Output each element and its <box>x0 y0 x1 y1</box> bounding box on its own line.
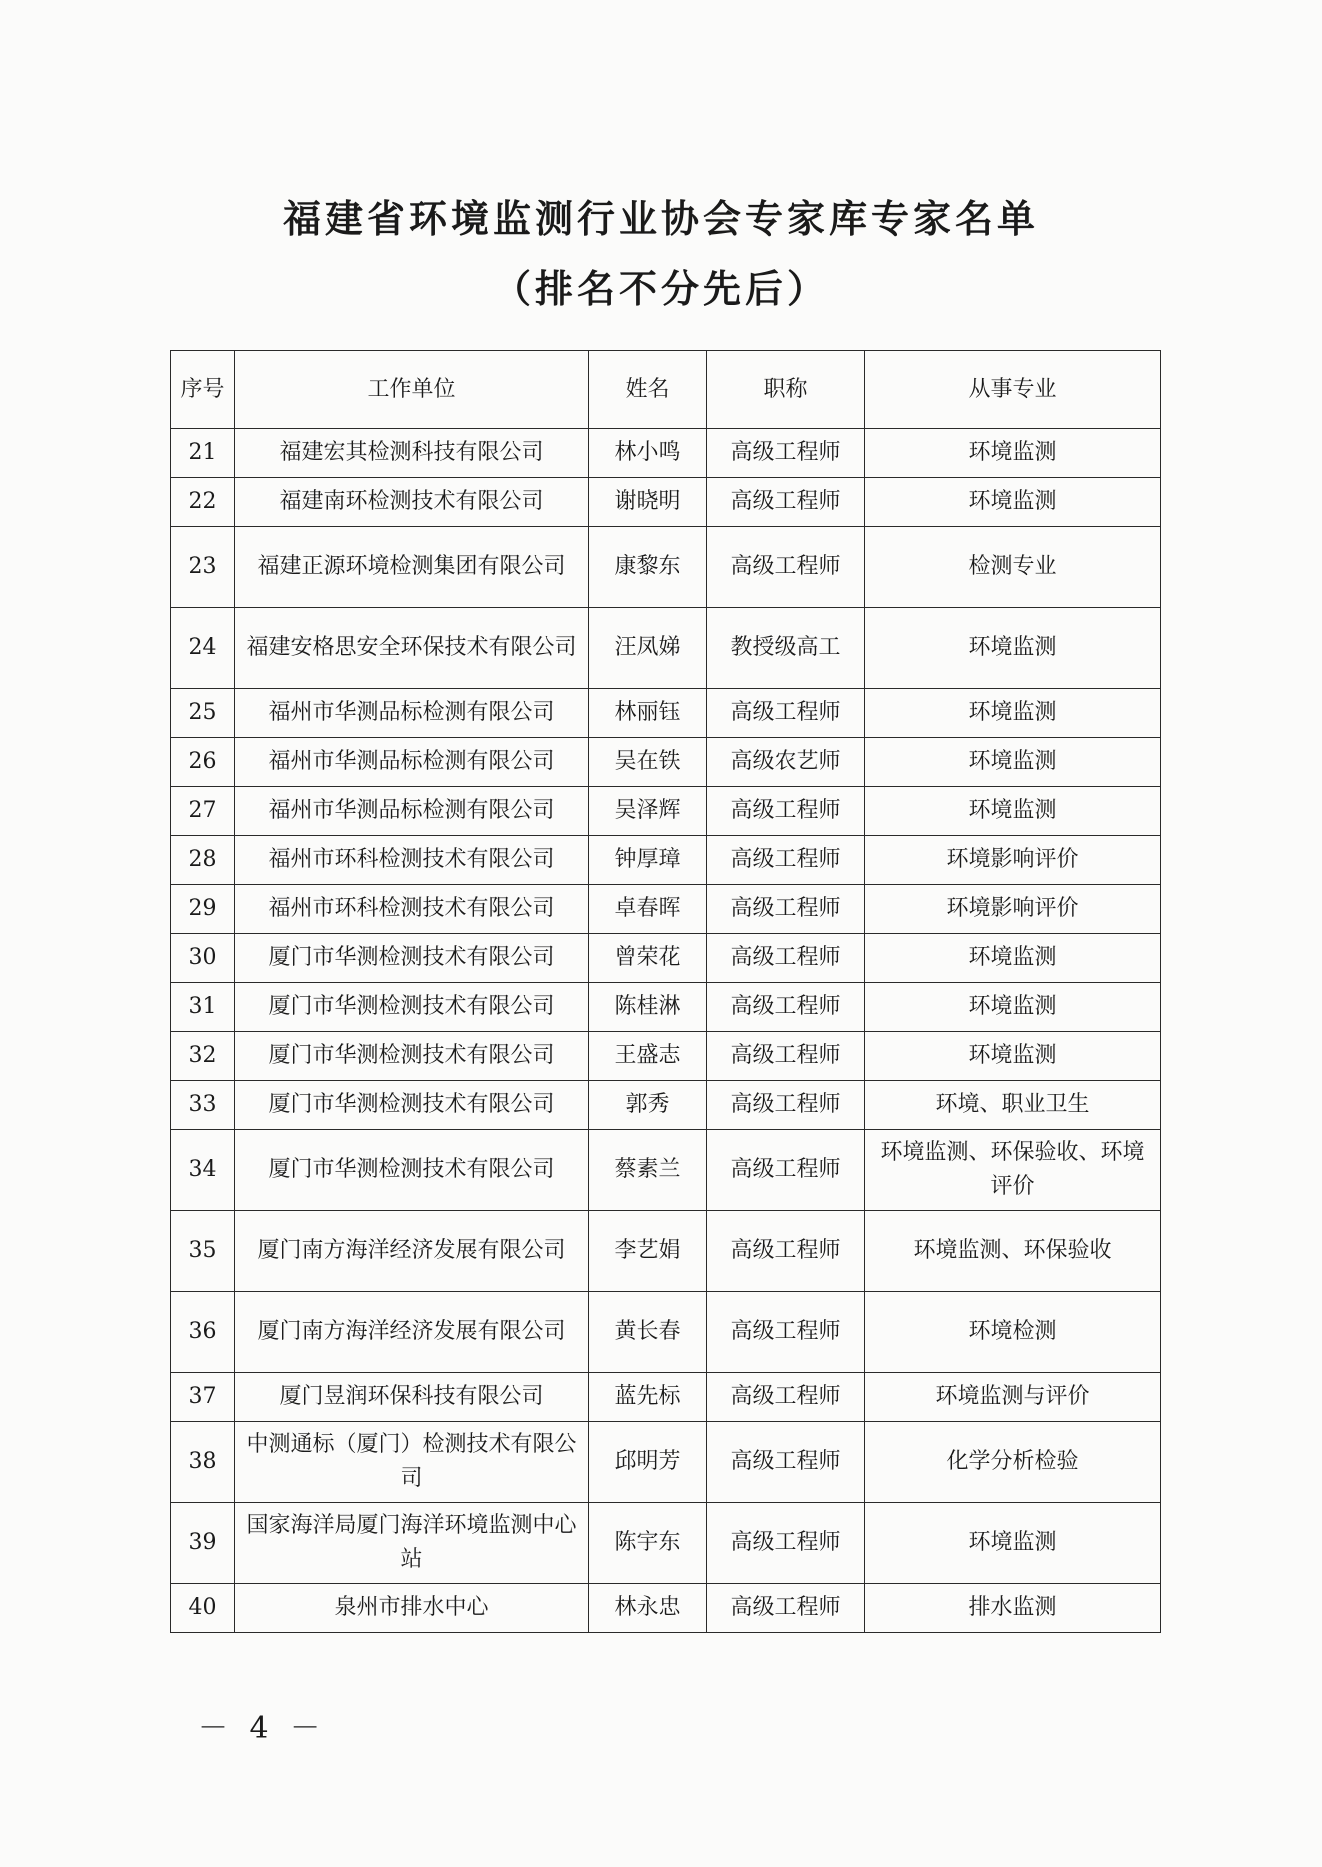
table-row <box>171 1422 1161 1503</box>
cell-name: 林永忠 <box>589 1584 707 1633</box>
table-row <box>171 1211 1161 1292</box>
cell-name: 曾荣花 <box>589 934 707 983</box>
table-row <box>171 1584 1161 1633</box>
expert-table <box>170 350 1161 1633</box>
cell-org: 厦门昱润环保科技有限公司 <box>235 1373 589 1422</box>
cell-no: 35 <box>171 1211 235 1292</box>
cell-name: 蓝先标 <box>589 1373 707 1422</box>
cell-field: 排水监测 <box>865 1584 1161 1633</box>
cell-no: 30 <box>171 934 235 983</box>
cell-org: 福建正源环境检测集团有限公司 <box>235 527 589 608</box>
cell-name: 郭秀 <box>589 1081 707 1130</box>
cell-org: 福州市华测品标检测有限公司 <box>235 787 589 836</box>
table-row <box>171 1032 1161 1081</box>
cell-org: 中测通标（厦门）检测技术有限公司 <box>235 1422 589 1503</box>
document-title: 福建省环境监测行业协会专家库专家名单 <box>282 197 1039 241</box>
cell-title: 教授级高工 <box>707 608 865 689</box>
cell-title: 高级工程师 <box>707 836 865 885</box>
cell-field: 环境影响评价 <box>865 885 1161 934</box>
cell-name: 陈宇东 <box>589 1503 707 1584</box>
cell-no: 23 <box>171 527 235 608</box>
cell-name: 林丽钰 <box>589 689 707 738</box>
cell-no: 24 <box>171 608 235 689</box>
table-row <box>171 885 1161 934</box>
cell-title: 高级工程师 <box>707 689 865 738</box>
cell-field: 环境、职业卫生 <box>865 1081 1161 1130</box>
cell-org: 厦门市华测检测技术有限公司 <box>235 1032 589 1081</box>
cell-org: 福建安格思安全环保技术有限公司 <box>235 608 589 689</box>
cell-org: 福州市华测品标检测有限公司 <box>235 689 589 738</box>
cell-org: 国家海洋局厦门海洋环境监测中心站 <box>235 1503 589 1584</box>
table-row <box>171 1292 1161 1373</box>
header-field: 从事专业 <box>865 351 1161 429</box>
cell-org: 福州市环科检测技术有限公司 <box>235 836 589 885</box>
cell-field: 环境影响评价 <box>865 836 1161 885</box>
table-row <box>171 527 1161 608</box>
table-row <box>171 836 1161 885</box>
cell-field: 环境监测 <box>865 934 1161 983</box>
cell-field: 环境监测 <box>865 738 1161 787</box>
table-row <box>171 738 1161 787</box>
cell-no: 33 <box>171 1081 235 1130</box>
cell-name: 林小鸣 <box>589 429 707 478</box>
cell-no: 29 <box>171 885 235 934</box>
cell-field: 环境监测 <box>865 478 1161 527</box>
cell-title: 高级工程师 <box>707 1422 865 1503</box>
cell-org: 福州市华测品标检测有限公司 <box>235 738 589 787</box>
cell-title: 高级工程师 <box>707 1211 865 1292</box>
cell-title: 高级工程师 <box>707 934 865 983</box>
cell-no: 38 <box>171 1422 235 1503</box>
cell-org: 福建宏其检测科技有限公司 <box>235 429 589 478</box>
cell-title: 高级工程师 <box>707 1584 865 1633</box>
cell-org: 厦门市华测检测技术有限公司 <box>235 983 589 1032</box>
cell-title: 高级工程师 <box>707 1373 865 1422</box>
cell-org: 福州市环科检测技术有限公司 <box>235 885 589 934</box>
cell-title: 高级工程师 <box>707 787 865 836</box>
cell-name: 谢晓明 <box>589 478 707 527</box>
header-no: 序号 <box>171 351 235 429</box>
cell-field: 环境监测 <box>865 689 1161 738</box>
cell-name: 钟厚璋 <box>589 836 707 885</box>
cell-field: 环境监测、环保验收、环境评价 <box>865 1130 1161 1211</box>
cell-title: 高级工程师 <box>707 1081 865 1130</box>
table-row <box>171 478 1161 527</box>
table-row <box>171 787 1161 836</box>
cell-no: 36 <box>171 1292 235 1373</box>
cell-name: 吴在铁 <box>589 738 707 787</box>
cell-name: 邱明芳 <box>589 1422 707 1503</box>
cell-title: 高级工程师 <box>707 527 865 608</box>
cell-field: 环境监测 <box>865 429 1161 478</box>
cell-name: 卓春晖 <box>589 885 707 934</box>
cell-no: 31 <box>171 983 235 1032</box>
page-number: － 4 － <box>198 1711 327 1746</box>
cell-field: 环境监测 <box>865 983 1161 1032</box>
cell-title: 高级工程师 <box>707 1130 865 1211</box>
cell-name: 黄长春 <box>589 1292 707 1373</box>
cell-no: 32 <box>171 1032 235 1081</box>
cell-field: 环境检测 <box>865 1292 1161 1373</box>
cell-name: 王盛志 <box>589 1032 707 1081</box>
cell-name: 陈桂淋 <box>589 983 707 1032</box>
table-row <box>171 1503 1161 1584</box>
cell-title: 高级工程师 <box>707 1032 865 1081</box>
cell-org: 厦门市华测检测技术有限公司 <box>235 934 589 983</box>
cell-org: 厦门南方海洋经济发展有限公司 <box>235 1211 589 1292</box>
cell-no: 22 <box>171 478 235 527</box>
cell-no: 28 <box>171 836 235 885</box>
cell-no: 37 <box>171 1373 235 1422</box>
table-row <box>171 934 1161 983</box>
table-row <box>171 983 1161 1032</box>
cell-org: 泉州市排水中心 <box>235 1584 589 1633</box>
cell-no: 40 <box>171 1584 235 1633</box>
cell-title: 高级工程师 <box>707 983 865 1032</box>
cell-org: 厦门市华测检测技术有限公司 <box>235 1081 589 1130</box>
cell-field: 环境监测 <box>865 1503 1161 1584</box>
header-org: 工作单位 <box>235 351 589 429</box>
document-subtitle: （排名不分先后） <box>492 267 829 311</box>
table-row <box>171 608 1161 689</box>
cell-no: 26 <box>171 738 235 787</box>
cell-field: 检测专业 <box>865 527 1161 608</box>
cell-title: 高级工程师 <box>707 1292 865 1373</box>
cell-field: 化学分析检验 <box>865 1422 1161 1503</box>
cell-name: 康黎东 <box>589 527 707 608</box>
cell-name: 蔡素兰 <box>589 1130 707 1211</box>
cell-title: 高级工程师 <box>707 429 865 478</box>
cell-no: 34 <box>171 1130 235 1211</box>
cell-field: 环境监测 <box>865 608 1161 689</box>
cell-title: 高级农艺师 <box>707 738 865 787</box>
cell-field: 环境监测、环保验收 <box>865 1211 1161 1292</box>
cell-no: 27 <box>171 787 235 836</box>
cell-title: 高级工程师 <box>707 478 865 527</box>
cell-org: 福建南环检测技术有限公司 <box>235 478 589 527</box>
table-row <box>171 1130 1161 1211</box>
header-name: 姓名 <box>589 351 707 429</box>
cell-name: 李艺娟 <box>589 1211 707 1292</box>
cell-no: 25 <box>171 689 235 738</box>
table-row <box>171 429 1161 478</box>
cell-no: 21 <box>171 429 235 478</box>
cell-org: 厦门南方海洋经济发展有限公司 <box>235 1292 589 1373</box>
cell-name: 汪凤娣 <box>589 608 707 689</box>
cell-field: 环境监测 <box>865 1032 1161 1081</box>
cell-field: 环境监测与评价 <box>865 1373 1161 1422</box>
cell-no: 39 <box>171 1503 235 1584</box>
cell-field: 环境监测 <box>865 787 1161 836</box>
table-body <box>171 429 1161 1633</box>
table-header-row <box>171 351 1161 429</box>
table-row <box>171 689 1161 738</box>
cell-name: 吴泽辉 <box>589 787 707 836</box>
cell-title: 高级工程师 <box>707 885 865 934</box>
table-row <box>171 1373 1161 1422</box>
cell-title: 高级工程师 <box>707 1503 865 1584</box>
header-title: 职称 <box>707 351 865 429</box>
cell-org: 厦门市华测检测技术有限公司 <box>235 1130 589 1211</box>
table-row <box>171 1081 1161 1130</box>
